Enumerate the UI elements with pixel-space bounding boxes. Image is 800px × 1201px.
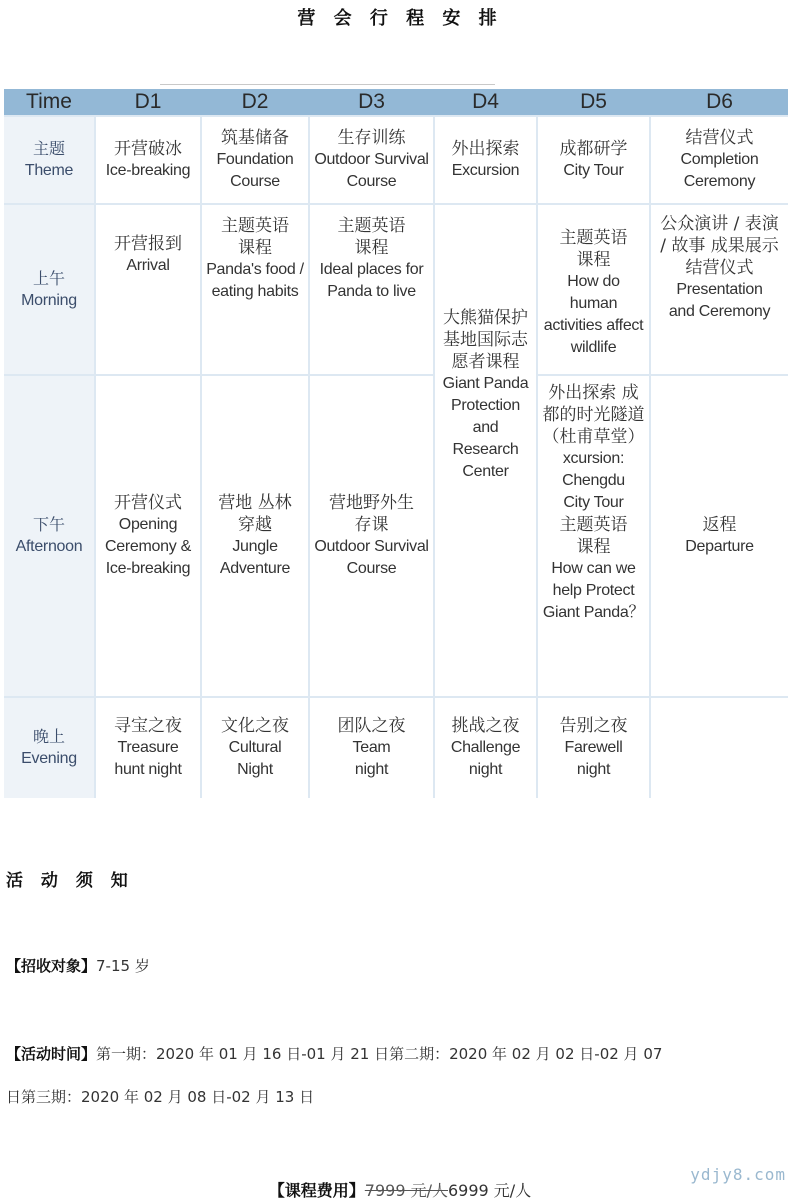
cell-zh: 成都研学	[559, 139, 628, 159]
cell-zh: 大熊猫保护基地国际志愿者课程	[443, 308, 528, 372]
row-label-theme	[4, 117, 94, 203]
cell-en: Team night	[352, 739, 391, 778]
afternoon-cell-d5	[538, 376, 649, 696]
row-label-en: Theme	[24, 162, 74, 179]
cell-en: Outdoor Survival Course	[314, 538, 429, 577]
cell-en: How do human activities affect wildlife	[543, 273, 644, 356]
theme-cell-d5	[538, 117, 649, 203]
cell-zh-2: 主题英语课程	[559, 515, 628, 557]
target-value: 7-15 岁	[96, 957, 150, 975]
row-label-zh: 晚上	[32, 727, 65, 746]
schedule-table	[4, 89, 788, 798]
fee-line	[0, 1178, 800, 1201]
theme-cell-d4	[435, 117, 536, 203]
row-label-en: Evening	[21, 750, 77, 767]
time-value-1: 第一期：2020 年 01 月 16 日-01 月 21 日第二期：2020 年 02 月 02 日-02 月 07	[96, 1045, 663, 1063]
cell-zh: 主题英语课程	[337, 216, 406, 258]
morning-cell-d3	[310, 205, 433, 374]
row-label-evening	[4, 698, 94, 798]
cell-zh: 挑战之夜	[451, 716, 520, 736]
row-label-afternoon	[4, 376, 94, 696]
target-line	[6, 956, 150, 976]
cell-en: Treasure hunt night	[114, 739, 182, 778]
cell-en: Foundation Course	[216, 151, 294, 190]
header-day-2: D2	[202, 89, 308, 115]
cell-en: Farewell night	[564, 739, 623, 778]
cell-zh: 开营破冰	[114, 139, 182, 159]
cell-zh: 外出探索 成都的时光隧道（杜甫草堂）	[542, 383, 645, 447]
fee-old: 7999 元/人	[364, 1181, 448, 1200]
theme-cell-d3	[310, 117, 433, 203]
row-label-en: Afternoon	[15, 538, 83, 555]
theme-cell-d1	[96, 117, 200, 203]
afternoon-cell-d1	[96, 376, 200, 696]
cell-zh: 开营报到	[114, 234, 182, 254]
page-title: 营 会 行 程 安 排	[297, 8, 503, 29]
time-line-1	[6, 1044, 662, 1064]
cell-en: xcursion: Chengdu City Tour	[562, 450, 625, 511]
cell-zh: 筑基储备	[221, 128, 289, 148]
cell-en: Arrival	[126, 257, 170, 274]
cell-en: Ideal places for Panda to live	[319, 261, 424, 300]
cell-en: Challenge night	[450, 739, 521, 778]
cell-en: Outdoor Survival Course	[314, 151, 429, 190]
cell-en: Panda's food / eating habits	[206, 261, 304, 300]
cell-zh: 团队之夜	[337, 716, 406, 736]
cell-zh: 开营仪式	[114, 493, 182, 513]
divider-line	[160, 84, 495, 85]
cell-zh: 公众演讲 / 表演 / 故事 成果展示 结营仪式	[660, 214, 779, 278]
evening-cell-d6	[651, 698, 788, 798]
morning-cell-d2	[202, 205, 308, 374]
row-label-zh: 下午	[32, 515, 65, 534]
fee-label: 【课程费用】	[268, 1181, 365, 1200]
afternoon-cell-d3	[310, 376, 433, 696]
theme-cell-d2	[202, 117, 308, 203]
cell-zh: 寻宝之夜	[114, 716, 182, 736]
target-label: 【招收对象】	[6, 957, 97, 975]
cell-zh: 主题英语课程	[559, 228, 628, 270]
cell-en: Excursion	[451, 162, 520, 179]
header-time: Time	[4, 89, 94, 115]
row-label-zh: 上午	[32, 268, 65, 288]
header-day-4: D4	[435, 89, 536, 115]
cell-zh: 返程	[702, 515, 737, 535]
morning-cell-d5	[538, 205, 649, 374]
cell-en: Jungle Adventure	[219, 538, 291, 577]
cell-en: Opening Ceremony & Ice-breaking	[105, 516, 191, 577]
cell-zh: 告别之夜	[559, 716, 628, 736]
cell-en: Presentation and Ceremony	[668, 281, 771, 320]
cell-zh: 营地 丛林穿越	[218, 493, 292, 535]
evening-cell-d3	[310, 698, 433, 798]
time-value-2: 日第三期：2020 年 02 月 08 日-02 月 13 日	[6, 1088, 315, 1106]
row-label-en: Morning	[21, 291, 77, 309]
morning-cell-d6	[651, 205, 788, 374]
header-day-1: D1	[96, 89, 200, 115]
evening-cell-d5	[538, 698, 649, 798]
cell-en: Completion Ceremony	[680, 151, 759, 190]
evening-cell-d2	[202, 698, 308, 798]
watermark: ydjy8.com	[690, 1165, 786, 1184]
fee-new: 6999 元/人	[448, 1181, 532, 1200]
cell-zh: 文化之夜	[221, 716, 289, 736]
notice-title: 活 动 须 知	[6, 871, 134, 891]
row-label-morning	[4, 205, 94, 374]
morning-cell-d1	[96, 205, 200, 374]
time-line-2	[6, 1087, 314, 1107]
cell-zh: 主题英语课程	[221, 216, 289, 258]
cell-zh: 生存训练	[337, 128, 406, 148]
afternoon-cell-d2	[202, 376, 308, 696]
evening-cell-d1	[96, 698, 200, 798]
cell-en: Cultural Night	[228, 739, 282, 778]
cell-zh: 外出探索	[451, 139, 520, 159]
cell-en: City Tour	[563, 162, 624, 179]
header-day-5: D5	[538, 89, 649, 115]
cell-en: Departure	[685, 538, 754, 555]
theme-cell-d6	[651, 117, 788, 203]
cell-zh: 结营仪式	[685, 128, 754, 148]
afternoon-cell-d6	[651, 376, 788, 696]
cell-en: Giant Panda Protection and Research Center	[442, 375, 529, 480]
header-day-3: D3	[310, 89, 433, 115]
cell-en: Ice-breaking	[105, 162, 191, 179]
cell-en-2: How can we help Protect Giant Panda？	[542, 560, 645, 621]
header-day-6: D6	[651, 89, 788, 115]
evening-cell-d4	[435, 698, 536, 798]
row-label-zh: 主题	[32, 139, 65, 158]
fullday-cell-d4	[435, 205, 536, 696]
cell-zh: 营地野外生存课	[329, 493, 414, 535]
time-label: 【活动时间】	[6, 1045, 97, 1063]
